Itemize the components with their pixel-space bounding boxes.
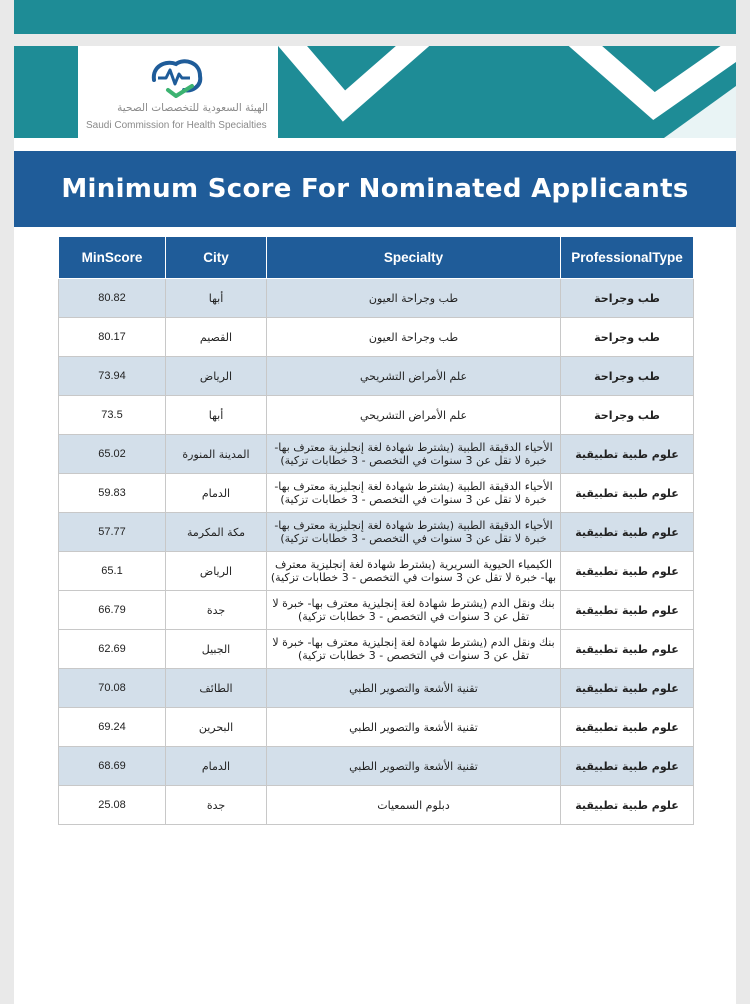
header-banner (14, 46, 736, 138)
city-cell: جدة (166, 786, 267, 825)
table-row (59, 357, 694, 396)
table-row (59, 747, 694, 786)
professional-type-cell: علوم طبية تطبيقية (561, 786, 694, 825)
min-score-cell: 68.69 (59, 747, 166, 786)
table-row (59, 630, 694, 669)
logo-arabic-name: الهيئة السعودية للتخصصات الصحية (117, 102, 268, 114)
table-row (59, 474, 694, 513)
min-score-cell: 65.02 (59, 435, 166, 474)
professional-type-cell: علوم طبية تطبيقية (561, 630, 694, 669)
city-cell: الرياض (166, 552, 267, 591)
scores-table (58, 236, 694, 825)
city-cell: الرياض (166, 357, 267, 396)
specialty-cell: علم الأمراض التشريحي (267, 357, 561, 396)
table-row (59, 669, 694, 708)
city-cell: الدمام (166, 474, 267, 513)
city-cell: مكة المكرمة (166, 513, 267, 552)
city-cell: البحرين (166, 708, 267, 747)
table-row (59, 591, 694, 630)
professional-type-cell: طب وجراحة (561, 318, 694, 357)
min-score-cell: 70.08 (59, 669, 166, 708)
professional-type-cell: طب وجراحة (561, 279, 694, 318)
professional-type-cell: علوم طبية تطبيقية (561, 708, 694, 747)
specialty-cell: الأحياء الدقيقة الطبية (يشترط شهادة لغة إنجليزية معترف بها- خبرة لا تقل عن 3 سنوات في التخصص - 3 خطابات تزكية) (267, 435, 561, 474)
city-cell: الدمام (166, 747, 267, 786)
min-score-cell: 65.1 (59, 552, 166, 591)
document-sheet (14, 46, 736, 1004)
specialty-cell: تقنية الأشعة والتصوير الطبي (267, 747, 561, 786)
specialty-cell: تقنية الأشعة والتصوير الطبي (267, 708, 561, 747)
specialty-cell: الأحياء الدقيقة الطبية (يشترط شهادة لغة إنجليزية معترف بها- خبرة لا تقل عن 3 سنوات في التخصص - 3 خطابات تزكية) (267, 474, 561, 513)
column-header-specialty: Specialty (267, 237, 561, 279)
city-cell: أبها (166, 396, 267, 435)
professional-type-cell: علوم طبية تطبيقية (561, 747, 694, 786)
table-row (59, 513, 694, 552)
professional-type-cell: علوم طبية تطبيقية (561, 513, 694, 552)
professional-type-cell: علوم طبية تطبيقية (561, 552, 694, 591)
city-cell: أبها (166, 279, 267, 318)
table-row (59, 279, 694, 318)
min-score-cell: 73.94 (59, 357, 166, 396)
specialty-cell: بنك ونقل الدم (يشترط شهادة لغة إنجليزية معترف بها- خبرة لا تقل عن 3 سنوات في التخصص - 3 خطابات تزكية) (267, 630, 561, 669)
professional-type-cell: علوم طبية تطبيقية (561, 669, 694, 708)
column-header-city: City (166, 237, 267, 279)
min-score-cell: 80.17 (59, 318, 166, 357)
specialty-cell: الكيمياء الحيوية السريرية (يشترط شهادة لغة إنجليزية معترف بها- خبرة لا تقل عن 3 سنوات في التخصص - 3 خطابات تزكية) (267, 552, 561, 591)
table-row (59, 435, 694, 474)
professional-type-cell: طب وجراحة (561, 396, 694, 435)
specialty-cell: تقنية الأشعة والتصوير الطبي (267, 669, 561, 708)
table-row (59, 318, 694, 357)
min-score-cell: 66.79 (59, 591, 166, 630)
table-row (59, 552, 694, 591)
min-score-cell: 25.08 (59, 786, 166, 825)
city-cell: القصيم (166, 318, 267, 357)
city-cell: الجبيل (166, 630, 267, 669)
professional-type-cell: علوم طبية تطبيقية (561, 591, 694, 630)
logo-english-name: Saudi Commission for Health Specialties (86, 120, 267, 131)
specialty-cell: طب وجراحة العيون (267, 279, 561, 318)
specialty-cell: طب وجراحة العيون (267, 318, 561, 357)
city-cell: جدة (166, 591, 267, 630)
min-score-cell: 69.24 (59, 708, 166, 747)
table-row (59, 786, 694, 825)
min-score-cell: 59.83 (59, 474, 166, 513)
specialty-cell: الأحياء الدقيقة الطبية (يشترط شهادة لغة إنجليزية معترف بها- خبرة لا تقل عن 3 سنوات في التخصص - 3 خطابات تزكية) (267, 513, 561, 552)
min-score-cell: 57.77 (59, 513, 166, 552)
table-row (59, 396, 694, 435)
professional-type-cell: طب وجراحة (561, 357, 694, 396)
professional-type-cell: علوم طبية تطبيقية (561, 435, 694, 474)
column-header-professional-type: ProfessionalType (561, 237, 694, 279)
city-cell: الطائف (166, 669, 267, 708)
logo (78, 46, 278, 138)
specialty-cell: بنك ونقل الدم (يشترط شهادة لغة إنجليزية معترف بها- خبرة لا تقل عن 3 سنوات في التخصص - 3 خطابات تزكية) (267, 591, 561, 630)
table-row (59, 708, 694, 747)
top-strip (14, 0, 736, 34)
specialty-cell: علم الأمراض التشريحي (267, 396, 561, 435)
health-commission-logo-icon (148, 56, 206, 100)
column-header-minscore: MinScore (59, 237, 166, 279)
city-cell: المدينة المنورة (166, 435, 267, 474)
min-score-cell: 80.82 (59, 279, 166, 318)
professional-type-cell: علوم طبية تطبيقية (561, 474, 694, 513)
page-title: Minimum Score For Nominated Applicants (14, 151, 736, 227)
min-score-cell: 62.69 (59, 630, 166, 669)
table-header-row (59, 237, 694, 279)
specialty-cell: دبلوم السمعيات (267, 786, 561, 825)
min-score-cell: 73.5 (59, 396, 166, 435)
